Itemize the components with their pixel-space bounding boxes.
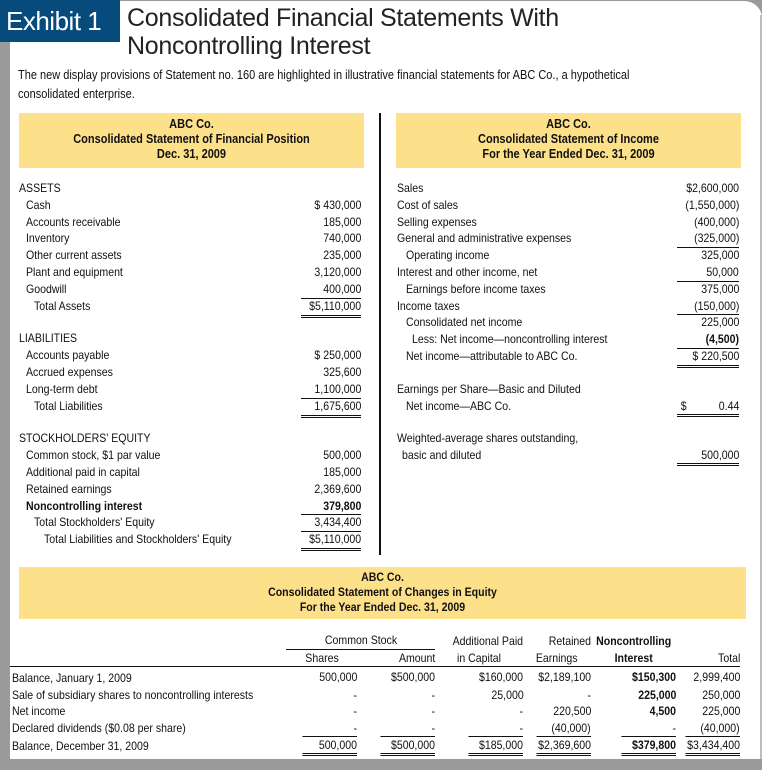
section-title: LIABILITIES xyxy=(19,331,78,346)
column-group-common-stock: Common Stock xyxy=(286,632,435,649)
income-heading xyxy=(396,113,741,168)
table-cell: - xyxy=(353,720,358,735)
table-cell: (40,000) xyxy=(700,720,740,735)
line-item: Sales $2,600,000 xyxy=(397,181,739,195)
shares-title: Weighted-average shares outstanding, xyxy=(397,431,579,446)
noncontrolling-interest-row: Noncontrolling interest 379,800 xyxy=(26,498,361,513)
header-row-top xyxy=(10,632,740,649)
table-cell: - xyxy=(431,704,435,719)
line-item: Long-term debt 1,100,000 xyxy=(26,381,361,396)
equity-changes-heading xyxy=(19,567,746,619)
total-row: Total Stockholders' Equity 3,434,400 xyxy=(34,515,361,530)
line-item: Cost of sales (1,550,000) xyxy=(397,197,739,212)
table-cell: - xyxy=(587,687,591,702)
column-header: Amount xyxy=(398,650,435,665)
table-row xyxy=(10,703,740,720)
table-cell: $500,000 xyxy=(357,736,435,756)
table-cell: - xyxy=(431,687,435,702)
grand-total-row: Total Liabilities and Stockholders' Equity $5,110,000 xyxy=(19,531,361,548)
eps-title: Earnings per Share—Basic and Diluted xyxy=(397,381,581,396)
table-cell: 2,999,400 xyxy=(693,669,740,684)
table-cell: $2,369,600 xyxy=(523,736,591,756)
heading-statement: Consolidated Statement of Income xyxy=(478,132,659,146)
line-item: Income taxes (150,000) xyxy=(397,298,739,313)
line-item: Inventory 740,000 xyxy=(26,231,361,246)
heading-statement: Consolidated Statement of Financial Position xyxy=(73,132,310,146)
table-cell: 250,000 xyxy=(701,687,740,702)
table-cell: $3,434,400 xyxy=(676,736,740,756)
line-item: Common stock, $1 par value 500,000 xyxy=(26,448,361,463)
income-statement xyxy=(397,180,739,464)
heading-company: ABC Co. xyxy=(361,570,404,584)
column-header: Total xyxy=(717,650,740,665)
row-label: Net income xyxy=(12,704,66,719)
noncontrolling-net-income-row: Less: Net income—noncontrolling interest (4,500) xyxy=(412,332,739,347)
table-cell: - xyxy=(519,720,524,735)
column-divider xyxy=(379,113,381,555)
intro-text xyxy=(18,66,748,104)
table-cell: - xyxy=(431,720,435,735)
intro-line-1: The new display provisions of Statement no. 160 are highlighted in illustrative financial statements for ABC Co., a hypothetical xyxy=(18,68,630,82)
exhibit-title xyxy=(127,4,559,60)
table-cell: $150,300 xyxy=(632,669,677,684)
line-item: Accounts receivable 185,000 xyxy=(26,214,361,229)
row-label: Declared dividends ($0.08 per share) xyxy=(12,720,186,735)
table-cell: - xyxy=(672,720,677,735)
column-header: in Capital xyxy=(457,650,502,665)
table-row xyxy=(10,667,740,687)
column-header: Interest xyxy=(614,650,653,665)
line-item: Cash $ 430,000 xyxy=(26,197,361,212)
subtotal-row: Consolidated net income 225,000 xyxy=(406,315,739,330)
table-cell: 225,000 xyxy=(701,704,740,719)
line-item: Goodwill 400,000 xyxy=(26,281,361,296)
subtotal-row: Operating income 325,000 xyxy=(406,248,739,263)
table-cell: 500,000 xyxy=(286,736,357,756)
table-cell: 225,000 xyxy=(638,687,677,702)
financial-position-statement xyxy=(19,180,361,548)
line-item: Selling expenses (400,000) xyxy=(397,214,739,229)
row-label: Sale of subsidiary shares to noncontrolling interests xyxy=(12,687,254,702)
heading-date: For the Year Ended Dec. 31, 2009 xyxy=(482,147,655,161)
section-title: ASSETS xyxy=(19,181,61,195)
financial-position-heading xyxy=(19,113,364,168)
total-row: Total Liabilities 1,675,600 xyxy=(19,398,361,415)
table-cell: $2,189,100 xyxy=(538,669,591,684)
column-header-top: Retained xyxy=(548,633,591,648)
table-cell: 220,500 xyxy=(552,704,591,719)
line-item: Retained earnings 2,369,600 xyxy=(26,481,361,496)
column-header: Earnings xyxy=(536,650,578,665)
line-item: General and administrative expenses (325,000) xyxy=(397,231,739,246)
line-item: Accrued expenses 325,600 xyxy=(26,364,361,379)
table-cell: (40,000) xyxy=(551,720,591,735)
heading-company: ABC Co. xyxy=(546,117,591,131)
section-title: STOCKHOLDERS' EQUITY xyxy=(19,431,151,446)
table-cell: - xyxy=(353,704,358,719)
subtotal-row: Earnings before income taxes 375,000 xyxy=(406,281,739,296)
eps-row: Net income—ABC Co. $ 0.44 xyxy=(397,398,739,415)
table-cell: $500,000 xyxy=(390,669,435,684)
table-cell: 4,500 xyxy=(649,704,677,719)
total-row: Total Assets $5,110,000 xyxy=(19,298,361,315)
line-item: Interest and other income, net 50,000 xyxy=(397,264,739,279)
table-cell: $185,000 xyxy=(435,736,523,756)
line-item: Additional paid in capital 185,000 xyxy=(26,464,361,479)
row-label: Balance, December 31, 2009 xyxy=(12,739,149,753)
shares-row: basic and diluted 500,000 xyxy=(397,447,739,464)
table-cell: 25,000 xyxy=(491,687,524,702)
heading-date: For the Year Ended Dec. 31, 2009 xyxy=(299,600,466,614)
equity-changes-table xyxy=(10,632,740,756)
table-row xyxy=(10,687,740,704)
intro-line-2: consolidated enterprise. xyxy=(18,87,135,101)
table-cell: - xyxy=(353,687,358,702)
column-header-top: Noncontrolling xyxy=(596,633,672,648)
column-header-top: Additional Paid xyxy=(452,633,524,648)
line-item: Accounts payable $ 250,000 xyxy=(26,348,361,363)
header-row-bottom xyxy=(10,649,740,667)
line-item: Plant and equipment 3,120,000 xyxy=(26,264,361,279)
table-cell: - xyxy=(519,704,524,719)
net-income-row: Net income—attributable to ABC Co. $ 220,500 xyxy=(397,348,739,365)
heading-company: ABC Co. xyxy=(169,117,214,131)
title-line-1: Consolidated Financial Statements With xyxy=(127,4,559,32)
table-cell: $160,000 xyxy=(479,669,524,684)
title-line-2: Noncontrolling Interest xyxy=(127,32,371,60)
line-item: Other current assets 235,000 xyxy=(26,248,361,263)
row-label: Balance, January 1, 2009 xyxy=(12,671,132,686)
heading-date: Dec. 31, 2009 xyxy=(156,147,227,161)
exhibit-label: Exhibit 1 xyxy=(0,0,120,42)
heading-statement: Consolidated Statement of Changes in Equity xyxy=(268,585,497,599)
table-row xyxy=(10,720,740,737)
table-row xyxy=(10,736,740,756)
table-cell: $379,800 xyxy=(591,736,676,756)
table-cell: 500,000 xyxy=(318,669,358,684)
column-header: Shares xyxy=(304,650,339,665)
